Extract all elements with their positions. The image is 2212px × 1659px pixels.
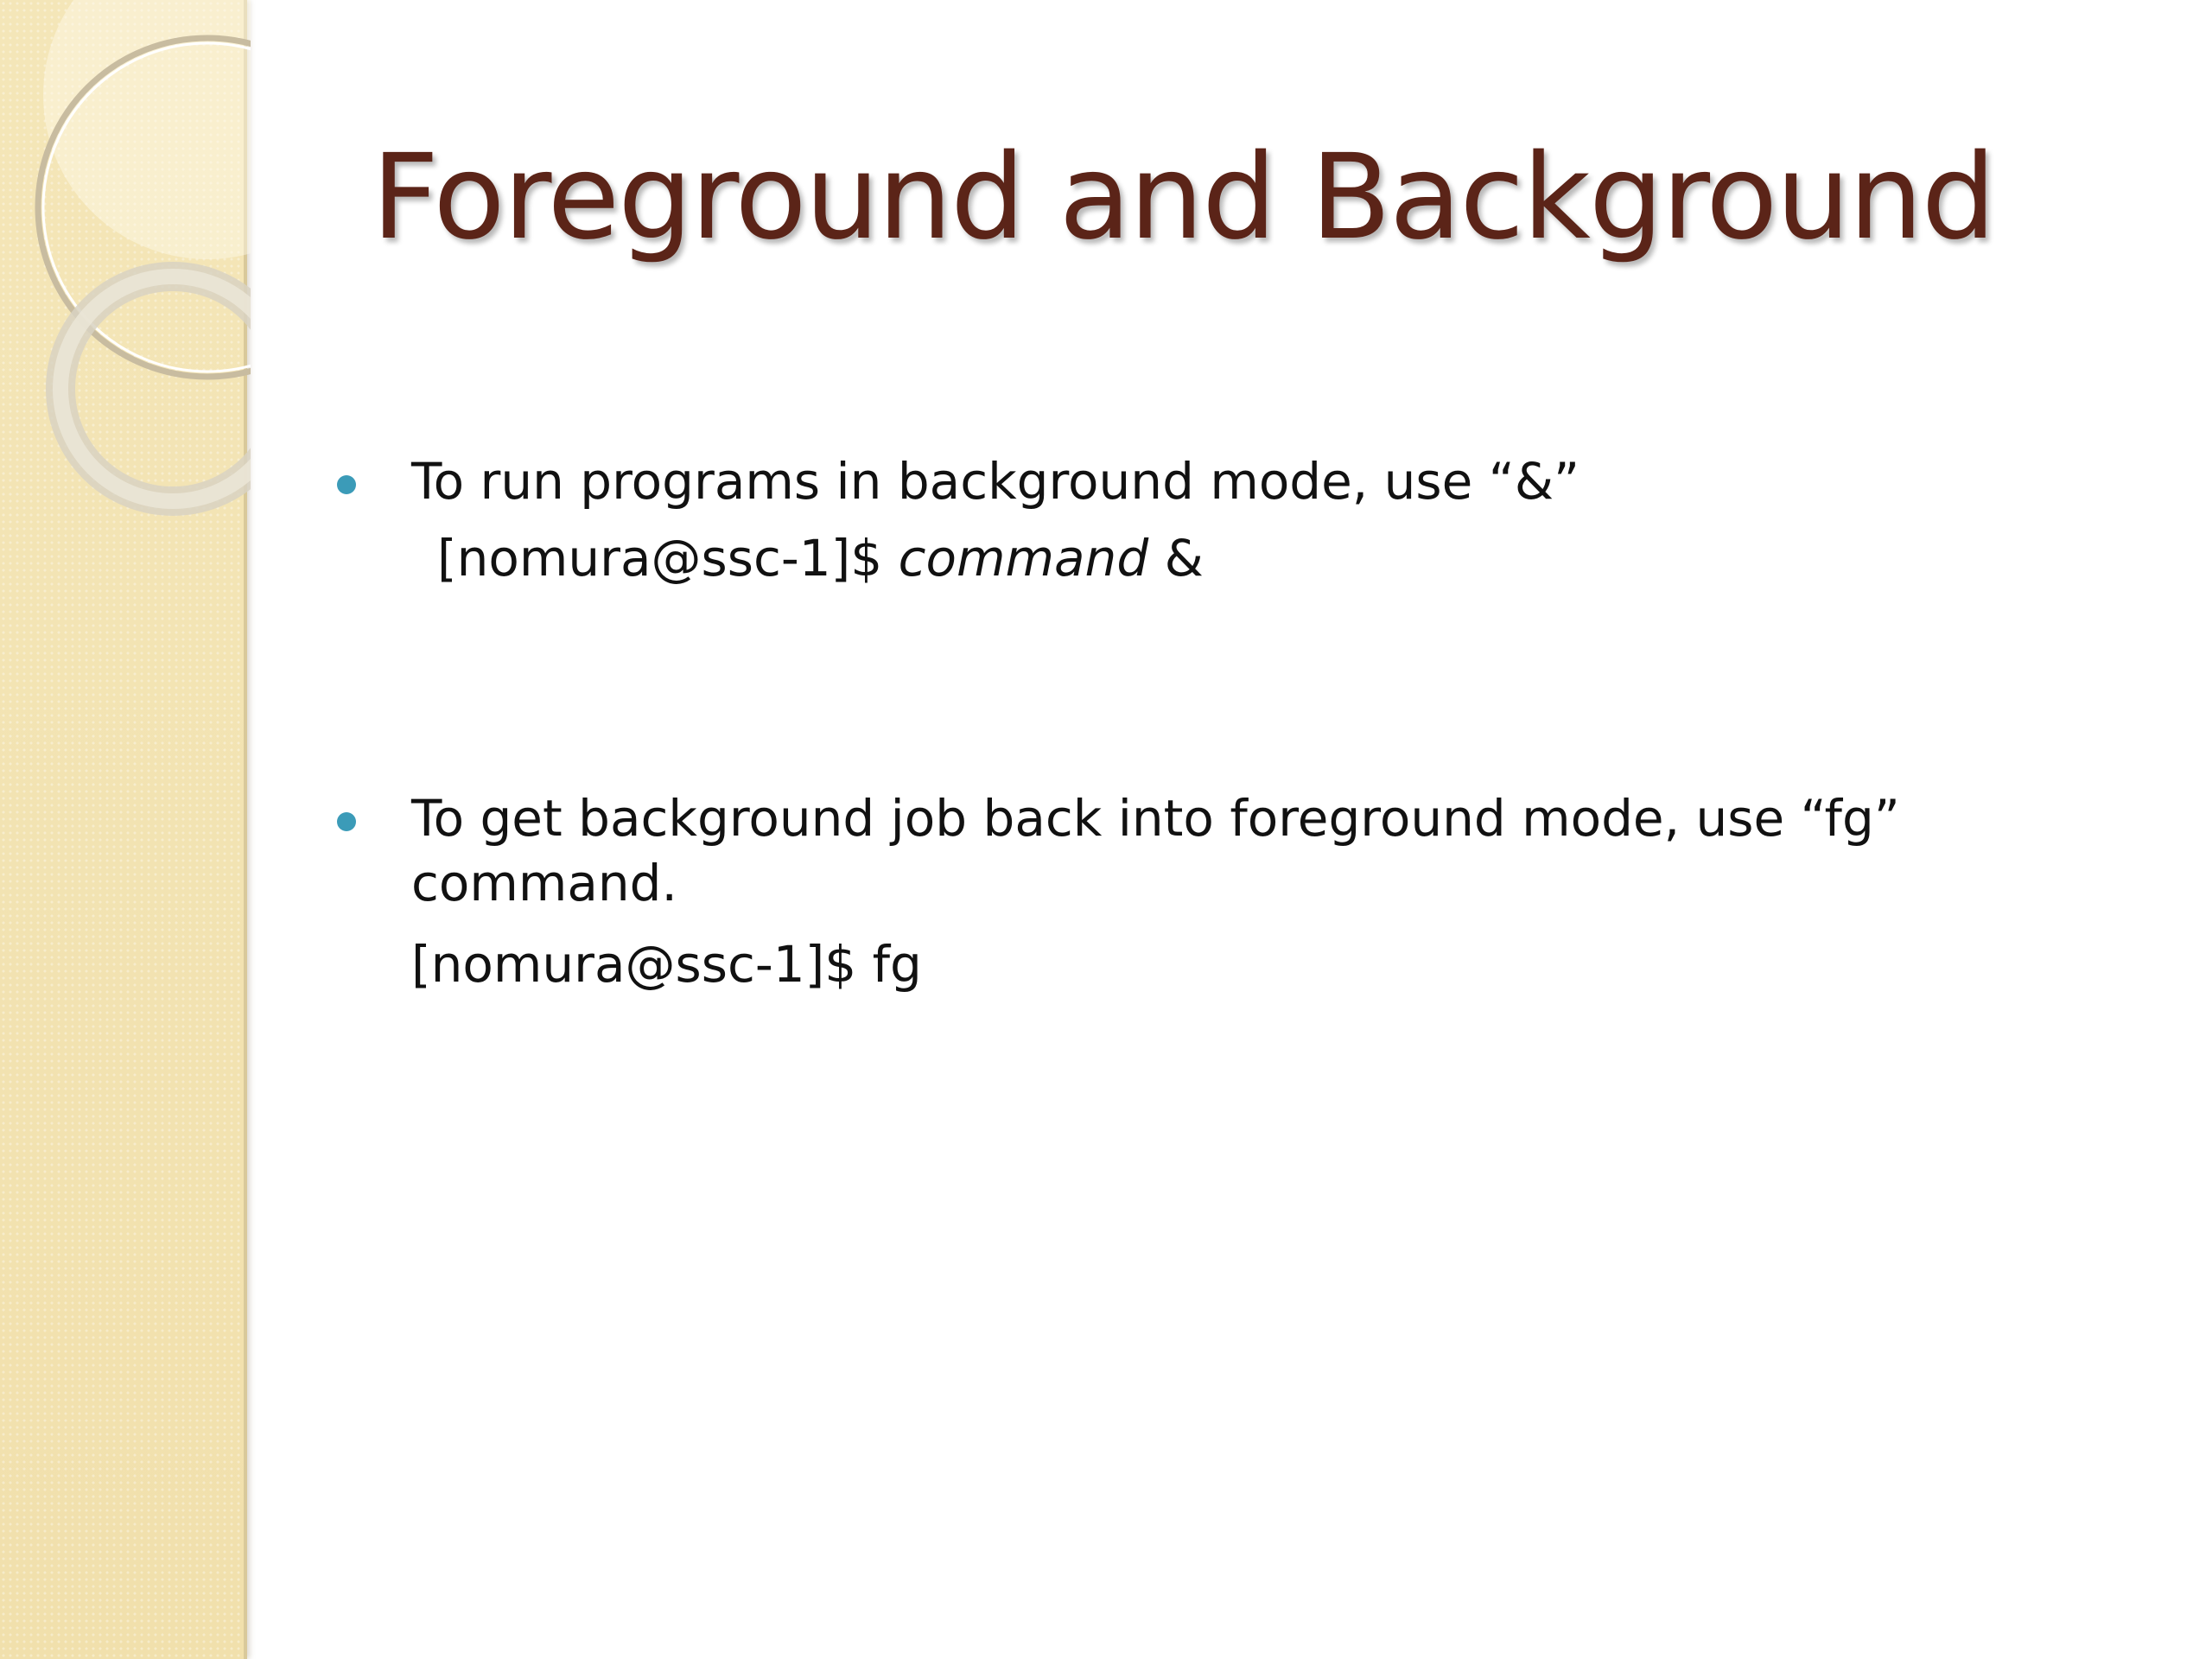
ring-decoration-icon [0,0,251,553]
bullet-item-foreground [337,786,1967,997]
bullet-dot-icon [337,812,356,831]
command-example [437,526,1580,591]
command-suffix: & [1164,529,1204,588]
bullet-text: To get background job back into foreground mode, use “fg” command. [411,789,1900,913]
decorative-sidebar [0,0,247,1659]
bullet-dot-icon [337,475,356,494]
command-example: [nomura@ssc-1]$ fg [411,934,922,994]
command-placeholder: command [898,529,1149,588]
slide-title: Foreground and Background [372,130,1995,266]
bullet-item-background [337,449,1580,592]
command-prompt: [nomura@ssc-1]$ [437,529,883,588]
bullet-text: To run programs in background mode, use “&” [411,452,1580,511]
